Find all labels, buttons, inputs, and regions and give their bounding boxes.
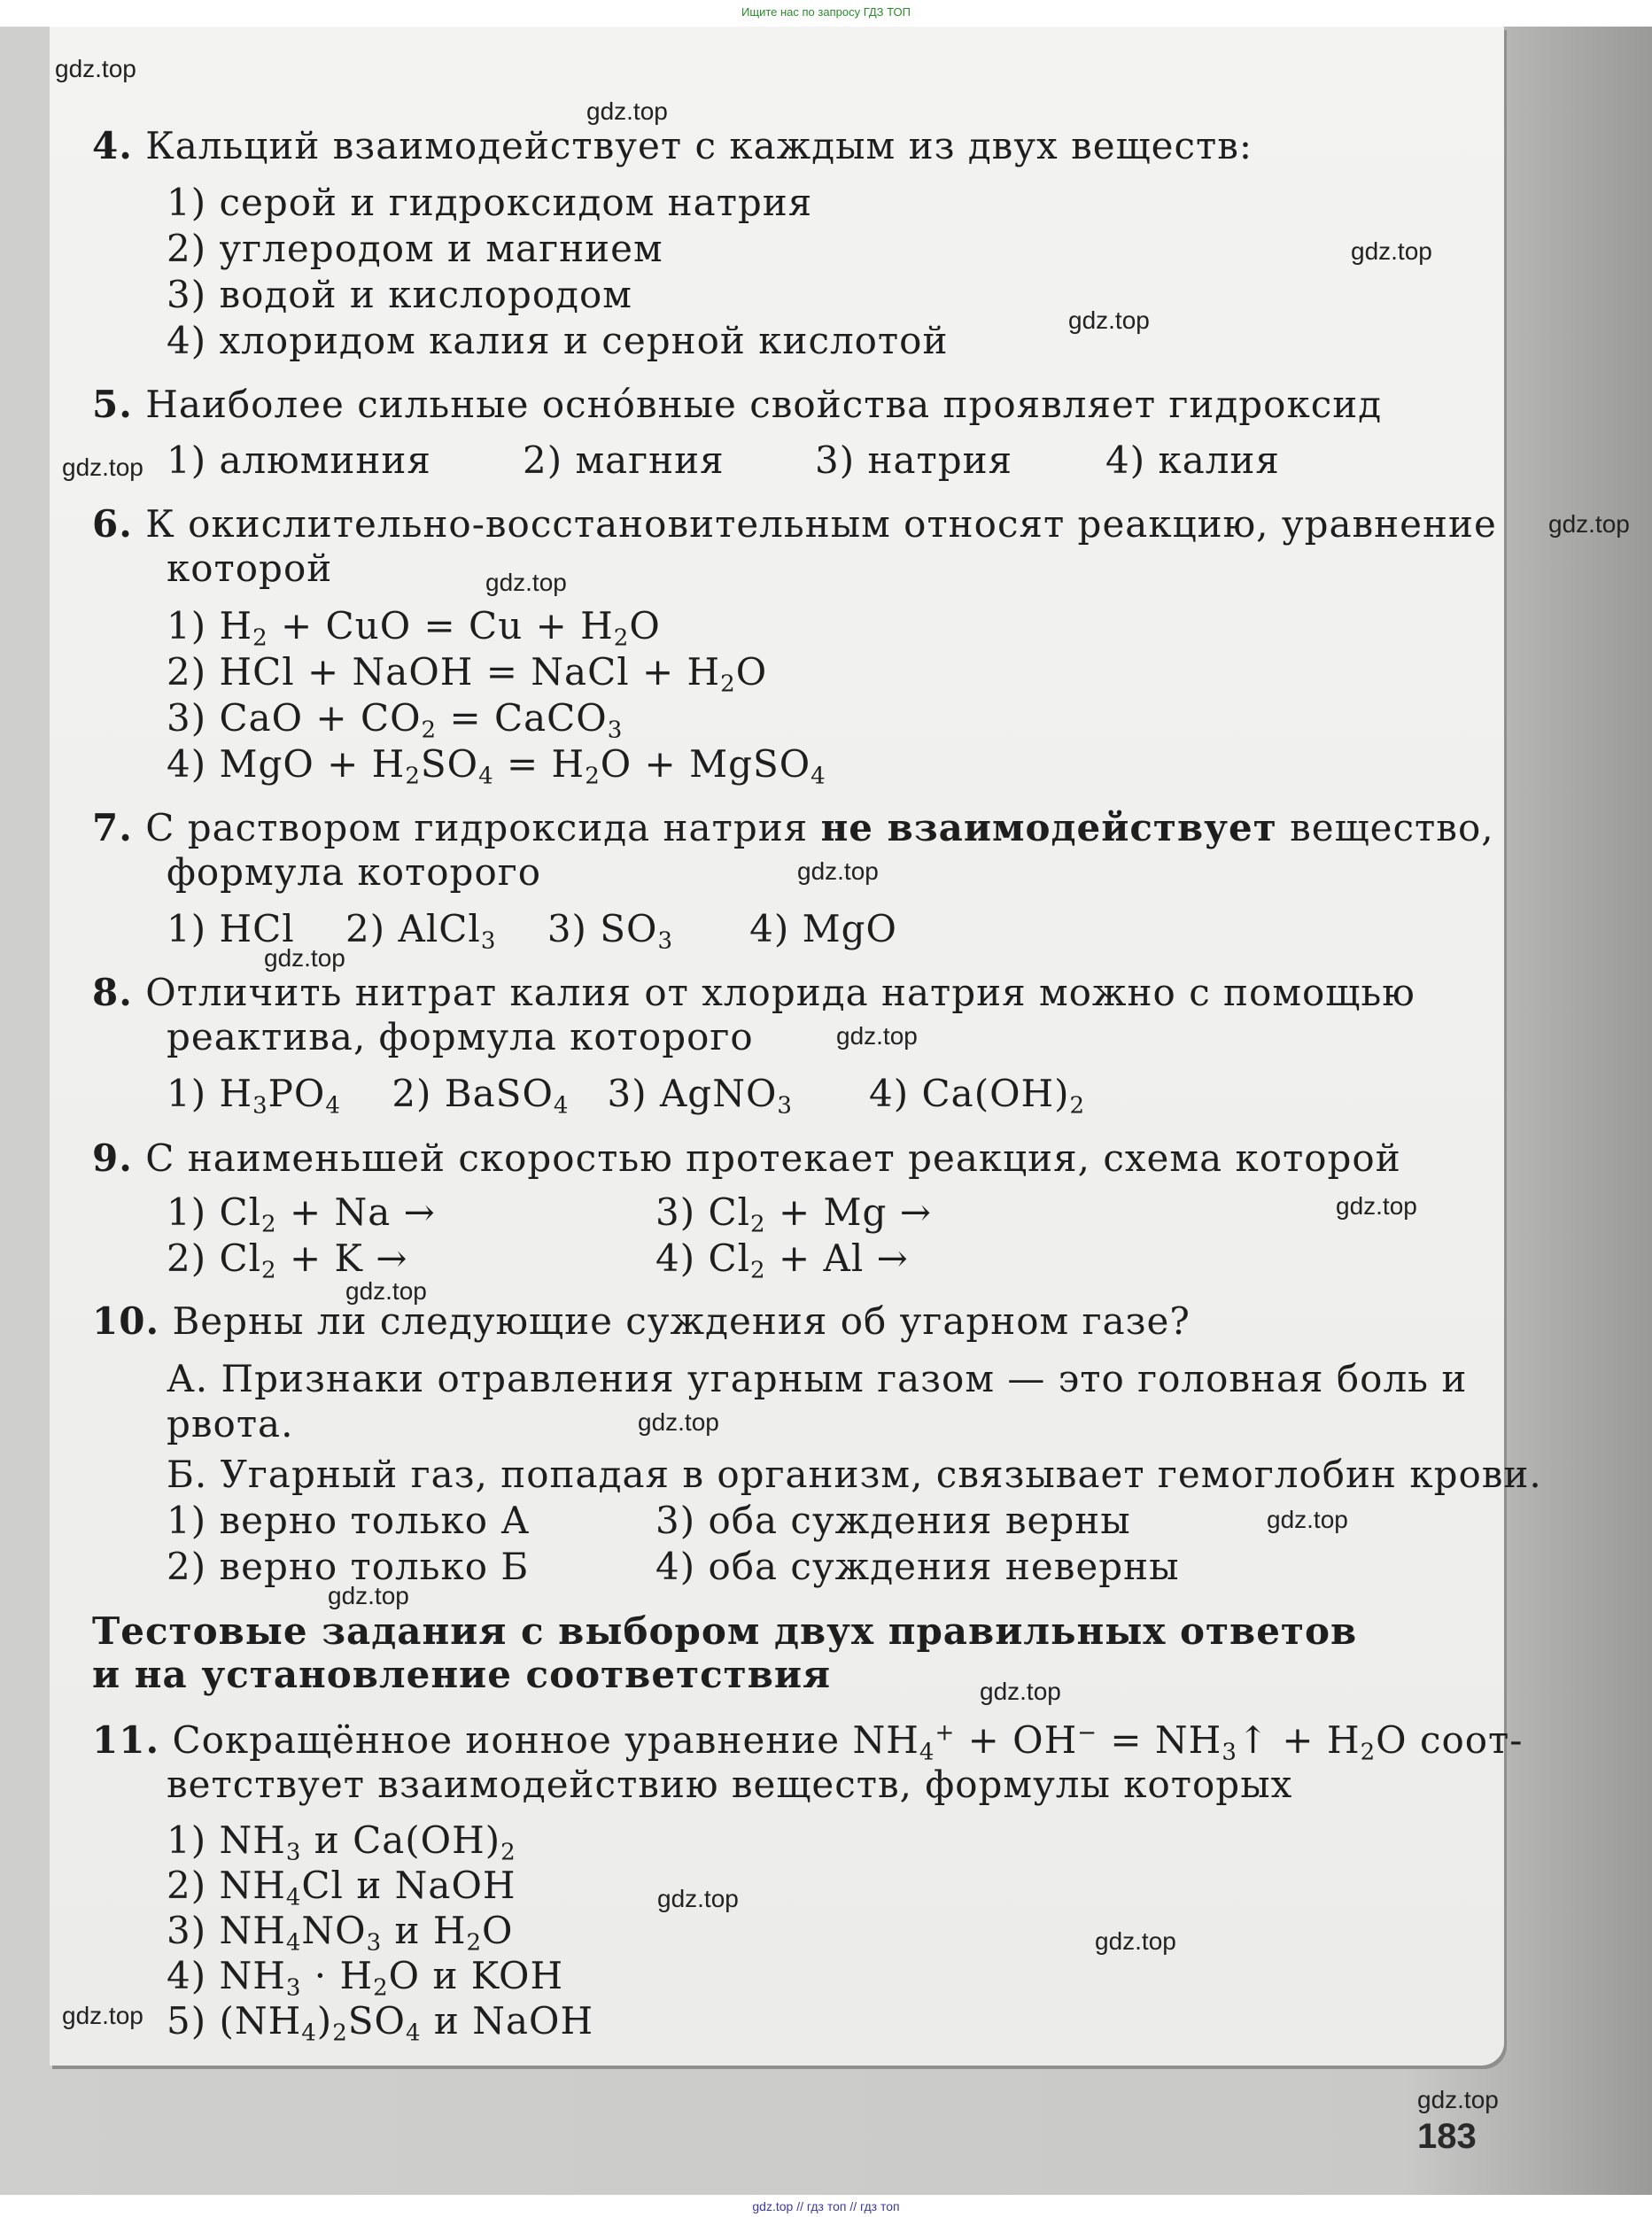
bleed-through-text (847, 159, 1538, 1399)
question-11: 11. Сокращённое ионное уравнение $NH_4^+ + OH^-$ = $NH_3↑ + H_2O$ соот- (92, 1718, 1524, 1766)
q11-option-3: 3) $NH_4NO_3$ и $H_2O$ (167, 1909, 514, 1957)
page-number: 183 (1417, 2117, 1477, 2156)
watermark: gdz.top (264, 944, 345, 972)
watermark: gdz.top (1336, 1192, 1417, 1220)
q4-option-1: 1) серой и гидроксидом натрия (167, 181, 813, 224)
question-7: 7. С раствором гидроксида натрия не взаимодействует вещество, (92, 806, 1494, 849)
q11-option-2: 2) $NH_4Cl$ и NaOH (167, 1864, 516, 1911)
q6-option-3: 3) CaO + $CO_2$ = CaCO$_3$ (167, 696, 624, 744)
section-heading: Тестовые задания с выбором двух правильных ответов (92, 1609, 1358, 1653)
q5-option-3: 3) натрия (815, 438, 1013, 482)
q9-option-3: 3) $Cl_2 + Mg$ → (655, 1190, 932, 1238)
watermark: gdz.top (980, 1678, 1061, 1705)
q5-option-2: 2) магния (523, 438, 725, 482)
q6-option-1: 1) $H_2$ + CuO = $Cu + H_2O$ (167, 604, 661, 652)
q7-options: 1) HCl 2) AlCl$_3$ 3) $SO_3$ 4) MgO (167, 907, 897, 955)
q10-option-4: 4) оба суждения неверны (655, 1545, 1180, 1588)
question-6: 6. К окислительно-восстановительным относят реакцию, уравнение (92, 502, 1497, 546)
question-8: 8. Отличить нитрат калия от хлорида натрия можно с помощью (92, 971, 1415, 1014)
q9-option-2: 2) $Cl_2 + K$ → (167, 1236, 408, 1284)
watermark: gdz.top (485, 569, 567, 596)
q11-option-5: 5) $(NH_4)_2SO_4$ и NaOH (167, 1999, 594, 2047)
q4-option-3: 3) водой и кислородом (167, 273, 632, 316)
q5-option-1: 1) алюминия (167, 438, 431, 482)
watermark: gdz.top (797, 857, 879, 885)
question-4: 4. Кальций взаимодействует с каждым из двух веществ: (92, 124, 1253, 167)
question-8-line2: реактива, формула которого (167, 1015, 754, 1058)
watermark: gdz.top (657, 1885, 739, 1912)
watermark: gdz.top (1095, 1927, 1176, 1955)
question-9: 9. С наименьшей скоростью протекает реакция, схема которой (92, 1136, 1401, 1180)
watermark: gdz.top (62, 453, 143, 481)
q11-option-4: 4) $NH_3 \cdot H_2O$ и KOH (167, 1954, 564, 2002)
watermark: gdz.top (836, 1022, 918, 1050)
watermark: gdz.top (1548, 510, 1630, 538)
q6-option-2: 2) HCl + NaOH = NaCl + $H_2O$ (167, 650, 768, 698)
q9-option-4: 4) $Cl_2 + Al$ → (655, 1236, 909, 1284)
watermark: gdz.top (62, 2002, 143, 2029)
q4-option-4: 4) хлоридом калия и серной кислотой (167, 319, 949, 362)
q5-option-4: 4) калия (1105, 438, 1280, 482)
question-10: 10. Верны ли следующие суждения об угарном газе? (92, 1299, 1191, 1343)
section-heading-line2: и на установление соответствия (92, 1653, 832, 1696)
watermark: gdz.top (55, 55, 136, 82)
question-6-line2: которой (167, 546, 333, 590)
watermark: gdz.top (1068, 306, 1150, 334)
question-11-line2: ветствует взаимодействию веществ, формулы которых (167, 1763, 1293, 1806)
watermark: gdz.top (345, 1277, 427, 1305)
watermark: gdz.top (586, 97, 668, 125)
q10-statement-b: Б. Угарный газ, попадая в организм, связывает гемоглобин крови. (167, 1453, 1542, 1496)
watermark: gdz.top (1417, 2086, 1499, 2113)
q4-option-2: 2) углеродом и магнием (167, 227, 663, 270)
bottom-site-link[interactable]: gdz.top // гдз топ // гдз топ (752, 2199, 900, 2213)
q10-option-3: 3) оба суждения верны (655, 1499, 1131, 1542)
top-site-link[interactable]: Ищите нас по запросу ГДЗ ТОП (741, 5, 911, 19)
watermark: gdz.top (1351, 237, 1432, 265)
q8-options: 1) $H_3PO_4$ 2) BaSO$_4$ 3) AgNO$_3$ 4) $Ca(OH)_2$ (167, 1072, 1086, 1120)
q10-statement-a-cont: рвота. (167, 1402, 294, 1446)
watermark: gdz.top (328, 1582, 409, 1609)
q11-option-1: 1) $NH_3$ и $Ca(OH)_2$ (167, 1818, 516, 1866)
watermark: gdz.top (1267, 1506, 1348, 1533)
q10-statement-a: А. Признаки отравления угарным газом — это головная боль и (167, 1357, 1468, 1400)
q9-option-1: 1) $Cl_2 + Na$ → (167, 1190, 436, 1238)
q6-option-4: 4) MgO + $H_2SO_4 = H_2O$ + MgSO$_4$ (167, 742, 826, 790)
watermark: gdz.top (638, 1408, 719, 1436)
q10-option-2: 2) верно только Б (167, 1545, 530, 1588)
q10-option-1: 1) верно только А (167, 1499, 531, 1542)
question-7-line2: формула которого (167, 850, 542, 894)
question-5: 5. Наиболее сильные осно́вные свойства проявляет гидроксид (92, 383, 1383, 426)
